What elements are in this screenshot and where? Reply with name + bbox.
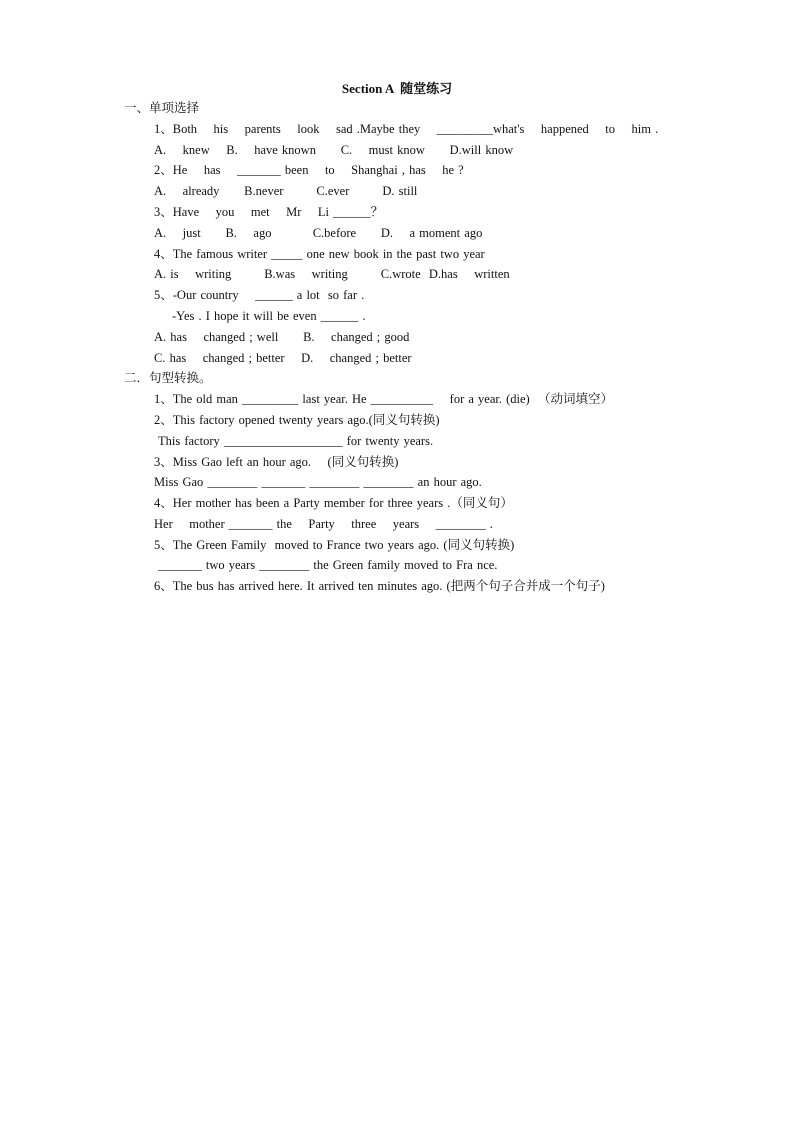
section-heading-single-choice: 一、单项选择 (124, 101, 200, 115)
transform-question-2-answer: This factory ___________________ for twenty years. (158, 434, 434, 448)
page-title: Section A 随堂练习 (341, 81, 453, 96)
transform-question-2: 2、This factory opened twenty years ago.(同义句转换) (154, 413, 440, 427)
question-5-options-ab: A. has changed ; well B. changed ; good (154, 330, 410, 344)
transform-question-5-answer: _______ two years ________ the Green family moved to Fra nce. (158, 558, 498, 572)
transform-question-4-answer: Her mother _______ the Party three years ________ . (154, 517, 493, 531)
section-heading-sentence-transformation: 二．句型转换。 (124, 371, 212, 385)
question-2: 2、He has _______ been to Shanghai , has he ? (154, 163, 464, 177)
question-5: 5、-Our country ______ a lot so far . (154, 288, 365, 302)
question-3-options: A. just B. ago C.before D. a moment ago (154, 226, 483, 240)
transform-question-4: 4、Her mother has been a Party member for three years .（同义句） (154, 496, 513, 510)
question-5-reply: -Yes . I hope it will be even ______ . (172, 309, 366, 323)
question-3: 3、Have you met Mr Li ______？ (154, 205, 384, 219)
transform-question-3-answer: Miss Gao ________ _______ ________ ________ an hour ago. (154, 475, 482, 489)
question-4: 4、The famous writer _____ one new book in the past two year (154, 247, 485, 261)
transform-question-6: 6、The bus has arrived here. It arrived ten minutes ago. (把两个句子合并成一个句子) (154, 579, 605, 593)
transform-question-3: 3、Miss Gao left an hour ago. (同义句转换) (154, 455, 399, 469)
question-1: 1、Both his parents look sad .Maybe they _________what's happened to him . (154, 122, 659, 136)
question-4-options: A. is writing B.was writing C.wrote D.has written (154, 267, 510, 281)
transform-question-5: 5、The Green Family moved to France two years ago. (同义句转换) (154, 538, 515, 552)
question-5-options-cd: C. has changed ; better D. changed ; better (154, 351, 412, 365)
question-1-options: A. knew B. have known C. must know D.will know (154, 143, 514, 157)
transform-question-1: 1、The old man _________ last year. He __________ for a year. (die) （动词填空） (154, 392, 613, 406)
question-2-options: A. already B.never C.ever D. still (154, 184, 418, 198)
